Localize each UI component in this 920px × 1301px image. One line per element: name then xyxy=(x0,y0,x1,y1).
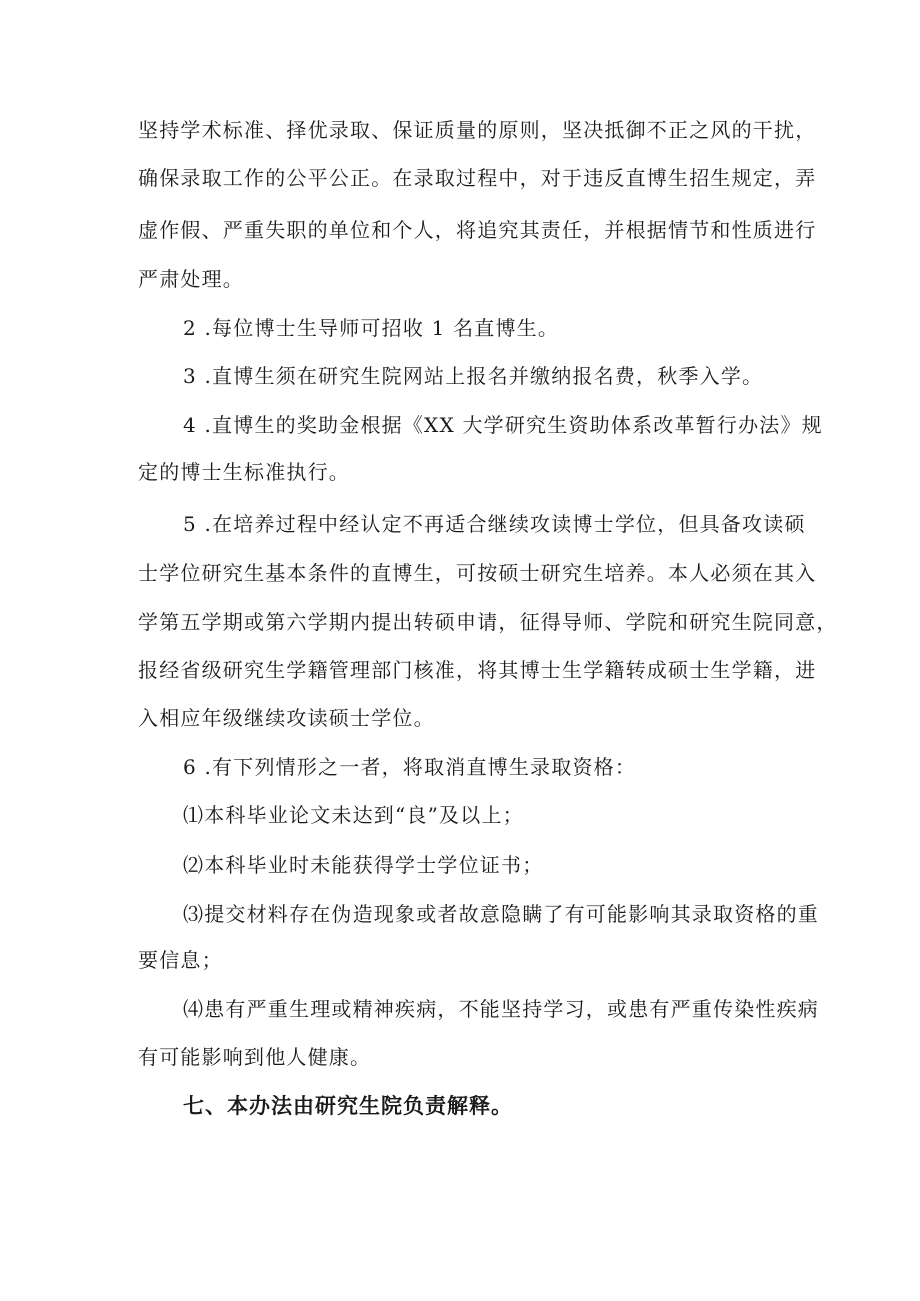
paragraph-line: 学第五学期或第六学期内提出转硕申请，征得导师、学院和研究生院同意， xyxy=(138,610,838,634)
list-item-4: 4 .直博生的奖助金根据《XX 大学研究生资助体系改革暂行办法》规 xyxy=(183,413,823,437)
paragraph-line: 坚持学术标准、择优录取、保证质量的原则，坚决抵御不正之风的干扰， xyxy=(138,118,817,142)
paragraph-line: 士学位研究生基本条件的直博生，可按硕士研究生培养。本人必须在其入 xyxy=(138,561,817,585)
paragraph-line: 定的博士生标准执行。 xyxy=(138,460,350,484)
sub-item-1: ⑴本科毕业论文未达到“良”及以上； xyxy=(183,803,524,827)
sub-item-2: ⑵本科毕业时未能获得学士学位证书； xyxy=(183,853,544,877)
list-item-3: 3 .直博生须在研究生院网站上报名并缴纳报名费，秋季入学。 xyxy=(183,364,764,388)
list-item-6: 6 .有下列情形之一者，将取消直博生录取资格： xyxy=(183,755,637,779)
paragraph-line: 报经省级研究生学籍管理部门核准，将其博士生学籍转成硕士生学籍，进 xyxy=(138,658,817,682)
paragraph-line: 有可能影响到他人健康。 xyxy=(138,1045,372,1069)
list-item-5: 5 .在培养过程中经认定不再适合继续攻读博士学位，但具备攻读硕 xyxy=(183,512,806,536)
sub-item-4: ⑷患有严重生理或精神疾病，不能坚持学习，或患有严重传染性疾病 xyxy=(183,997,819,1021)
paragraph-line: 严肃处理。 xyxy=(138,267,244,291)
paragraph-line: 要信息； xyxy=(138,948,223,972)
sub-item-3: ⑶提交材料存在伪造现象或者故意隐瞒了有可能影响其录取资格的重 xyxy=(183,902,819,926)
paragraph-line: 入相应年级继续攻读硕士学位。 xyxy=(138,706,435,730)
list-item-2: 2 .每位博士生导师可招收 1 名直博生。 xyxy=(183,316,560,340)
paragraph-line: 虚作假、严重失职的单位和个人，将追究其责任，并根据情节和性质进行 xyxy=(138,218,817,242)
section-heading: 七、本办法由研究生院负责解释。 xyxy=(183,1094,513,1118)
paragraph-line: 确保录取工作的公平公正。在录取过程中，对于违反直博生招生规定，弄 xyxy=(138,166,817,190)
